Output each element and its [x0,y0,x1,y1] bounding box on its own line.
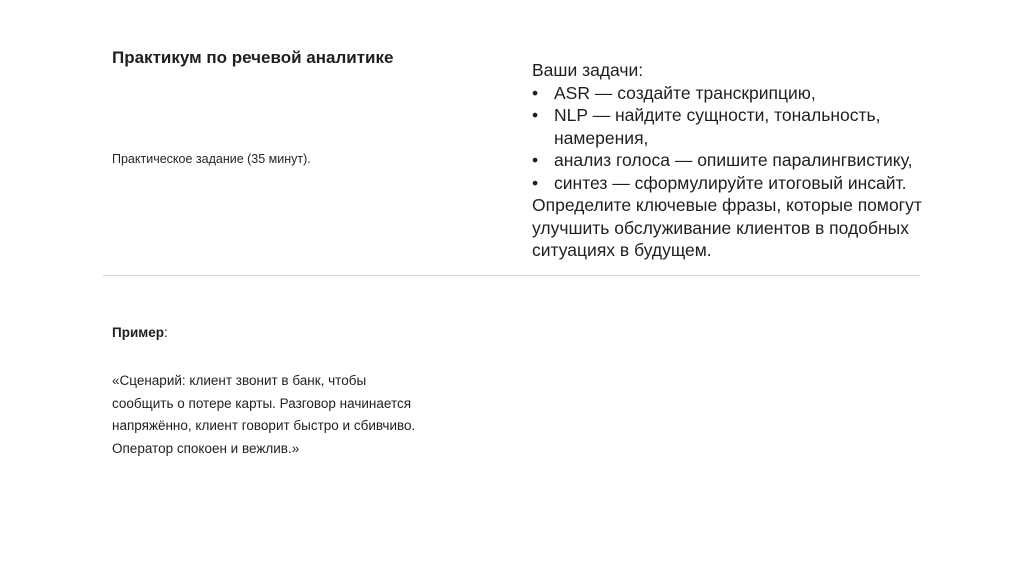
task-item-nlp [532,104,972,149]
example-label-text: Пример [112,325,164,340]
task-item-synthesis [532,172,972,195]
bullet-icon: • [532,150,539,170]
bullet-icon: • [532,172,539,193]
tasks-outro: Определите ключевые фразы, которые помогут улучшить обслуживание клиентов в подобных ситуациях в будущем. [532,195,922,260]
tasks-block [532,59,972,262]
bullet-icon: • [532,82,539,103]
section-divider [103,275,920,276]
task-item-voice-analysis [532,149,972,172]
task-item-asr [532,82,972,105]
task-item-text: NLP — найдите сущности, тональность, намерения, [554,105,881,148]
task-list [532,82,972,195]
slide-subtitle: Практическое задание (35 минут). [112,152,311,166]
tasks-heading: Ваши задачи: [532,60,644,80]
task-item-text: синтез — сформулируйте итоговый инсайт. [554,172,907,193]
example-label-suffix: : [164,325,168,340]
slide-title: Практикум по речевой аналитике [112,48,394,67]
example-label [112,325,168,340]
task-item-text: ASR — создайте транскрипцию, [554,82,816,103]
example-quote: «Сценарий: клиент звонит в банк, чтобы сообщить о потере карты. Разговор начинается напряжённо, клиент говорит быстро и сбивчиво. Оператор спокоен и вежлив.» [112,373,416,456]
bullet-icon: • [532,105,539,125]
task-item-text: анализ голоса — опишите паралингвистику, [554,150,913,170]
